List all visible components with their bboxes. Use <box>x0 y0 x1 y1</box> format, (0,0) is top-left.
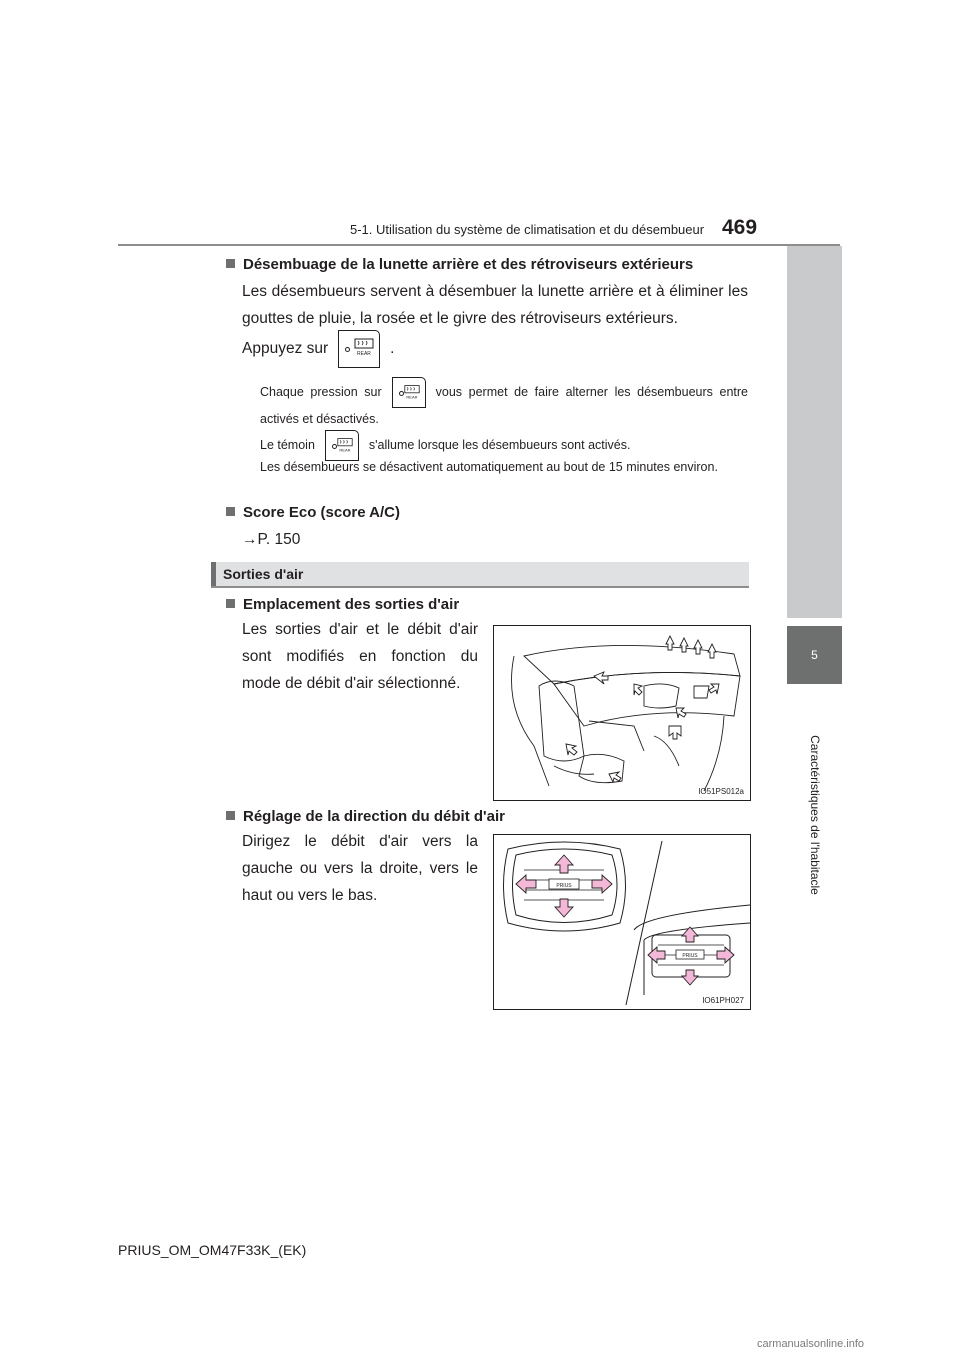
chapter-title: Caractéristiques de l'habitacle <box>807 735 822 895</box>
defogger-note-2: Le témoin REAR s'allume lorsque les désembueurs sont activés. <box>260 430 748 461</box>
page-number: 469 <box>722 216 758 239</box>
press-instruction: Appuyez sur REAR . <box>242 330 394 368</box>
rear-defogger-button-icon <box>392 377 426 408</box>
document-code-footer: PRIUS_OM_OM47F33K_(EK) <box>118 1242 307 1258</box>
airflow-direction-figure <box>493 834 751 1010</box>
location-paragraph: Les sorties d'air et le débit d'air sont modifiés en fonction du mode de débit d'air sélectionné. <box>242 621 478 692</box>
air-vent-illustration <box>494 835 750 1009</box>
watermark: carmanualsonline.info <box>757 1338 865 1350</box>
svg-text:PRIUS: PRIUS <box>682 953 698 959</box>
square-bullet-icon <box>226 259 235 268</box>
location-heading: Emplacement des sorties d'air <box>226 596 459 613</box>
section-title-bar <box>211 562 749 588</box>
square-bullet-icon <box>226 811 235 820</box>
figure-code: IO51PS012a <box>698 787 744 796</box>
air-outlets-location-figure <box>493 625 751 801</box>
chapter-number-tab: 5 <box>787 626 842 684</box>
square-bullet-icon <box>226 507 235 516</box>
header-rule <box>118 244 840 246</box>
direction-paragraph: Dirigez le débit d'air vers la gauche ou vers la droite, vers le haut ou vers le bas. <box>242 833 478 904</box>
svg-text:REAR: REAR <box>406 394 418 400</box>
section-title: Sorties d'air <box>223 566 304 582</box>
side-tab-upper <box>787 246 842 618</box>
figure-code: IO61PH027 <box>702 996 744 1005</box>
defogger-paragraph: Les désembueurs servent à désembuer la lunette arrière et à éliminer les gouttes de pluie, la rosée et le givre des rétroviseurs extérieurs. <box>242 283 748 327</box>
defogger-heading: Désembuage de la lunette arrière et des rétroviseurs extérieurs <box>226 256 693 273</box>
eco-score-heading: Score Eco (score A/C) <box>226 504 400 521</box>
svg-text:REAR: REAR <box>339 447 351 453</box>
svg-text:REAR: REAR <box>357 351 372 357</box>
defogger-note-1: Chaque pression sur REAR vous permet de faire alterner les désembueurs entre activés et désactivés. <box>260 377 748 430</box>
svg-text:PRIUS: PRIUS <box>556 883 572 889</box>
running-header: 5-1. Utilisation du système de climatisation et du désembueur <box>350 222 705 237</box>
car-interior-illustration <box>494 626 750 800</box>
direction-heading: Réglage de la direction du débit d'air <box>226 808 505 825</box>
chapter-title-tab <box>787 690 842 940</box>
rear-defogger-button-icon <box>338 330 380 368</box>
eco-score-reference: →P. 150 <box>242 531 301 548</box>
defogger-note-3: Les désembueurs se désactivent automatiquement au bout de 15 minutes environ. <box>260 460 718 474</box>
square-bullet-icon <box>226 599 235 608</box>
